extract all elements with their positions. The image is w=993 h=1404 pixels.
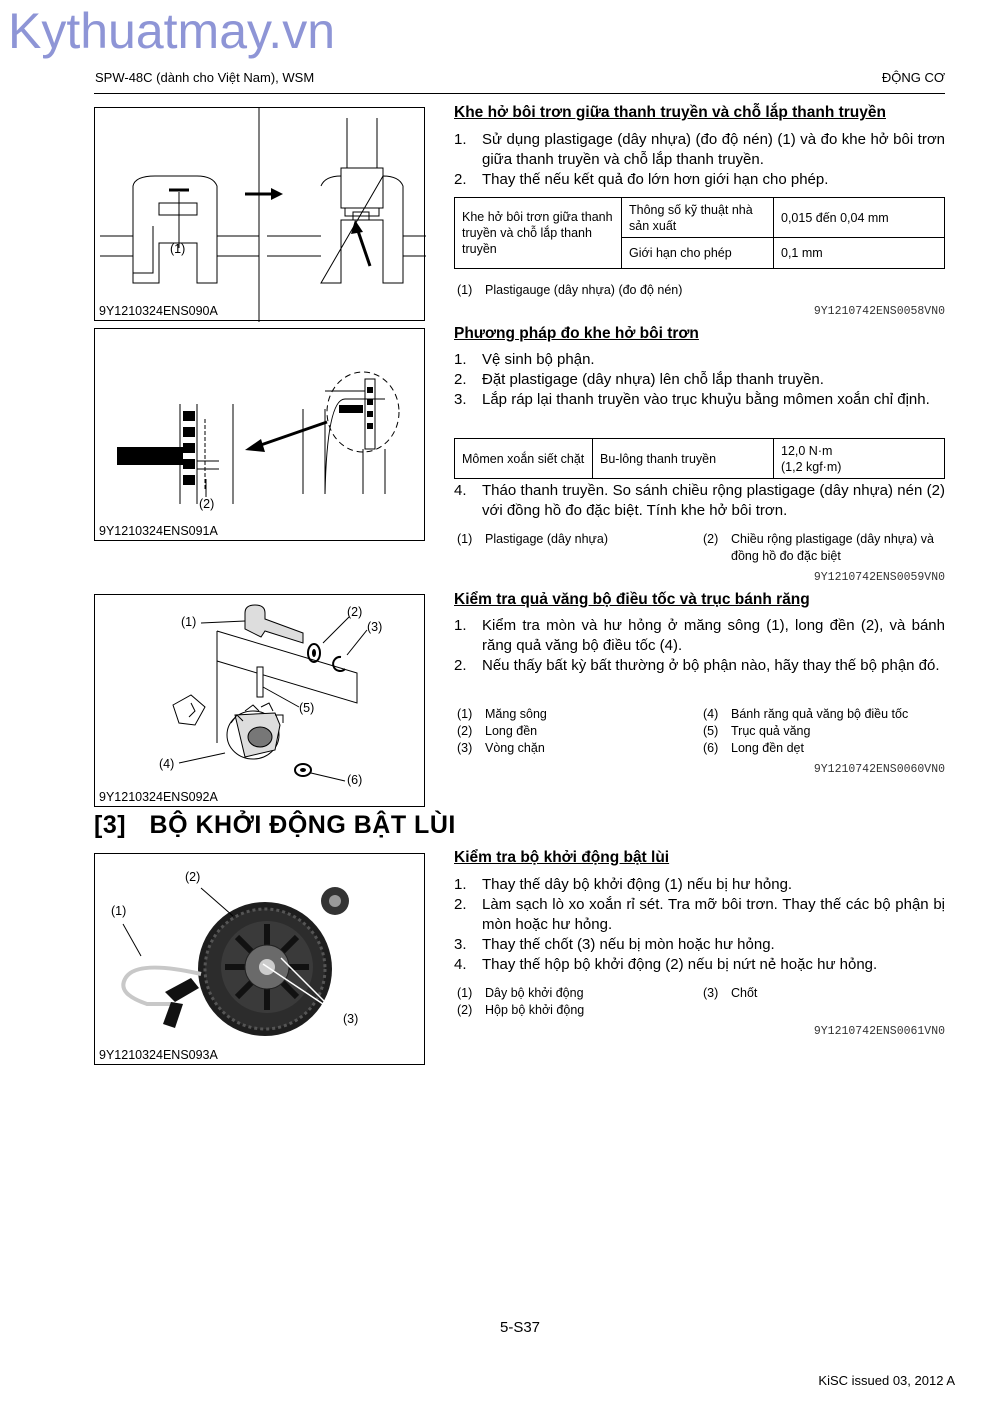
spec-row1-name: Thông số kỹ thuật nhà sản xuất	[622, 198, 774, 238]
header-manual-title: SPW-48C (dành cho Việt Nam), WSM	[95, 70, 315, 85]
spec-table-clearance	[454, 197, 945, 269]
step-item: 2. Làm sạch lò xo xoắn rỉ sét. Tra mỡ bôi trơn. Thay thế các bộ phận bị mòn hoặc hư hỏng.	[454, 896, 945, 933]
callout-1: (1)	[111, 904, 127, 918]
legend-item: (2) Chiều rộng plastigage (dây nhựa) và đồng hồ đo đặc biệt	[703, 532, 934, 563]
steps-list	[454, 130, 945, 190]
spec-row2-value: 0,1 mm	[774, 238, 945, 269]
legend-item: (1) Dây bộ khởi động	[457, 986, 584, 1000]
step-item: 2. Đặt plastigage (dây nhựa) lên chỗ lắp thanh truyền.	[454, 371, 824, 388]
figure-code: 9Y1210324ENS092A	[99, 790, 218, 804]
callout-4: (4)	[159, 757, 175, 771]
steps-list	[454, 875, 945, 975]
legend	[457, 706, 697, 757]
figure-photo	[95, 854, 426, 1066]
page-number: 5-S37	[499, 1319, 541, 1336]
callout-5: (5)	[299, 701, 315, 715]
callout-2: (2)	[199, 497, 215, 511]
legend-item: (5) Trục quả văng	[703, 724, 811, 738]
spec-row1-value: 0,015 đến 0,04 mm	[774, 198, 945, 238]
steps-list	[454, 350, 945, 410]
chapter-heading	[94, 811, 456, 840]
legend-item: (2) Hộp bộ khởi động	[457, 1003, 585, 1017]
figure-recoil-starter	[94, 853, 425, 1065]
header-chapter: ĐỘNG CƠ	[881, 70, 945, 85]
legend	[703, 985, 945, 1002]
legend	[703, 531, 945, 565]
step-item: 1. Kiểm tra mòn và hư hỏng ở măng sông (1), long đền (2), và bánh răng quả văng bộ điều tốc (4).	[454, 617, 945, 654]
legend-item: (6) Long đền dẹt	[703, 741, 804, 755]
figure-illustration	[95, 329, 426, 542]
section-title-measure-method: Phương pháp đo khe hở bôi trơn	[454, 325, 699, 342]
torque-value: 12,0 N·m (1,2 kgf·m)	[774, 439, 945, 479]
figure-code: 9Y1210324ENS091A	[99, 524, 218, 538]
callout-3: (3)	[367, 620, 383, 634]
legend-item: (1) Plastigauge (dây nhựa) (đo độ nén)	[457, 283, 683, 297]
header-divider	[94, 93, 945, 94]
legend-item: (3) Chốt	[703, 986, 758, 1000]
figure-code: 9Y1210324ENS093A	[99, 1048, 218, 1062]
step-item: 1. Sử dụng plastigage (dây nhựa) (đo độ nén) (1) và đo khe hở bôi trơn giữa thanh truyền và chỗ lắp thanh truyền.	[454, 131, 945, 168]
legend	[457, 282, 945, 299]
callout-1: (1)	[170, 242, 186, 256]
legend	[703, 706, 945, 757]
legend-item: (1) Plastigage (dây nhựa)	[457, 532, 609, 546]
legend-item: (2) Long đền	[457, 724, 538, 738]
callout-2: (2)	[185, 870, 201, 884]
reference-code: 9Y1210742ENS0061VN0	[813, 1025, 945, 1038]
watermark-logo: Kythuatmay.vn	[8, 3, 336, 59]
step-item: 3. Lắp ráp lại thanh truyền vào trục khuỷu bằng mômen xoắn chỉ định.	[454, 391, 930, 408]
figure-plastigage-placement	[94, 107, 425, 321]
step-item: 1. Thay thế dây bộ khởi động (1) nếu bị hư hỏng.	[454, 876, 793, 893]
legend	[457, 531, 697, 548]
legend-item: (1) Măng sông	[457, 707, 547, 721]
spec-row2-name: Giới hạn cho phép	[622, 238, 774, 269]
reference-code: 9Y1210742ENS0060VN0	[813, 763, 945, 776]
figure-code: 9Y1210324ENS090A	[99, 304, 218, 318]
figure-plastigage-measurement	[94, 328, 425, 541]
legend-item: (3) Vòng chặn	[457, 741, 545, 755]
footer-issued: KiSC issued 03, 2012 A	[818, 1373, 955, 1388]
callout-1: (1)	[181, 615, 197, 629]
step-item: 4. Tháo thanh truyền. So sánh chiều rộng plastigage (dây nhựa) nén (2) với đồng hồ đo đặc biệt. Tính khe hở bôi trơn.	[454, 482, 945, 519]
step-item: 2. Thay thế nếu kết quả đo lớn hơn giới hạn cho phép.	[454, 171, 829, 188]
steps-list	[454, 616, 945, 676]
step-item: 3. Thay thế chốt (3) nếu bị mòn hoặc hư hỏng.	[454, 936, 775, 953]
figure-illustration	[95, 108, 426, 322]
step-item: 4. Thay thế hộp bộ khởi động (2) nếu bị nứt nẻ hoặc hư hỏng.	[454, 956, 878, 973]
spec-table-torque	[454, 438, 945, 479]
reference-code: 9Y1210742ENS0059VN0	[813, 571, 945, 584]
step-item: 1. Vệ sinh bộ phận.	[454, 351, 595, 368]
section-title-governor: Kiểm tra quả văng bộ điều tốc và trục bánh răng	[454, 591, 810, 608]
reference-code: 9Y1210742ENS0058VN0	[813, 305, 945, 318]
step-item: 2. Nếu thấy bất kỳ bất thường ở bộ phận nào, hãy thay thế bộ phận đó.	[454, 657, 940, 674]
callout-3: (3)	[343, 1012, 359, 1026]
torque-part: Bu-lông thanh truyền	[593, 439, 774, 479]
callout-6: (6)	[347, 773, 363, 787]
legend-item: (4) Bánh răng quả văng bộ điều tốc	[703, 707, 909, 721]
callout-2: (2)	[347, 605, 363, 619]
section-title-recoil-starter: Kiểm tra bộ khởi động bật lùi	[454, 849, 670, 866]
chapter-title: BỘ KHỞI ĐỘNG BẬT LÙI	[149, 811, 456, 839]
legend	[457, 985, 697, 1019]
torque-label: Mômen xoắn siết chặt	[455, 439, 593, 479]
spec-label: Khe hở bôi trơn giữa thanh truyền và chỗ lắp thanh truyền	[455, 198, 622, 269]
section-title-conrod-clearance: Khe hở bôi trơn giữa thanh truyền và chỗ lắp thanh truyền	[454, 104, 886, 121]
figure-governor-parts	[94, 594, 425, 807]
chapter-number: [3]	[94, 811, 127, 839]
steps-list	[454, 481, 945, 521]
